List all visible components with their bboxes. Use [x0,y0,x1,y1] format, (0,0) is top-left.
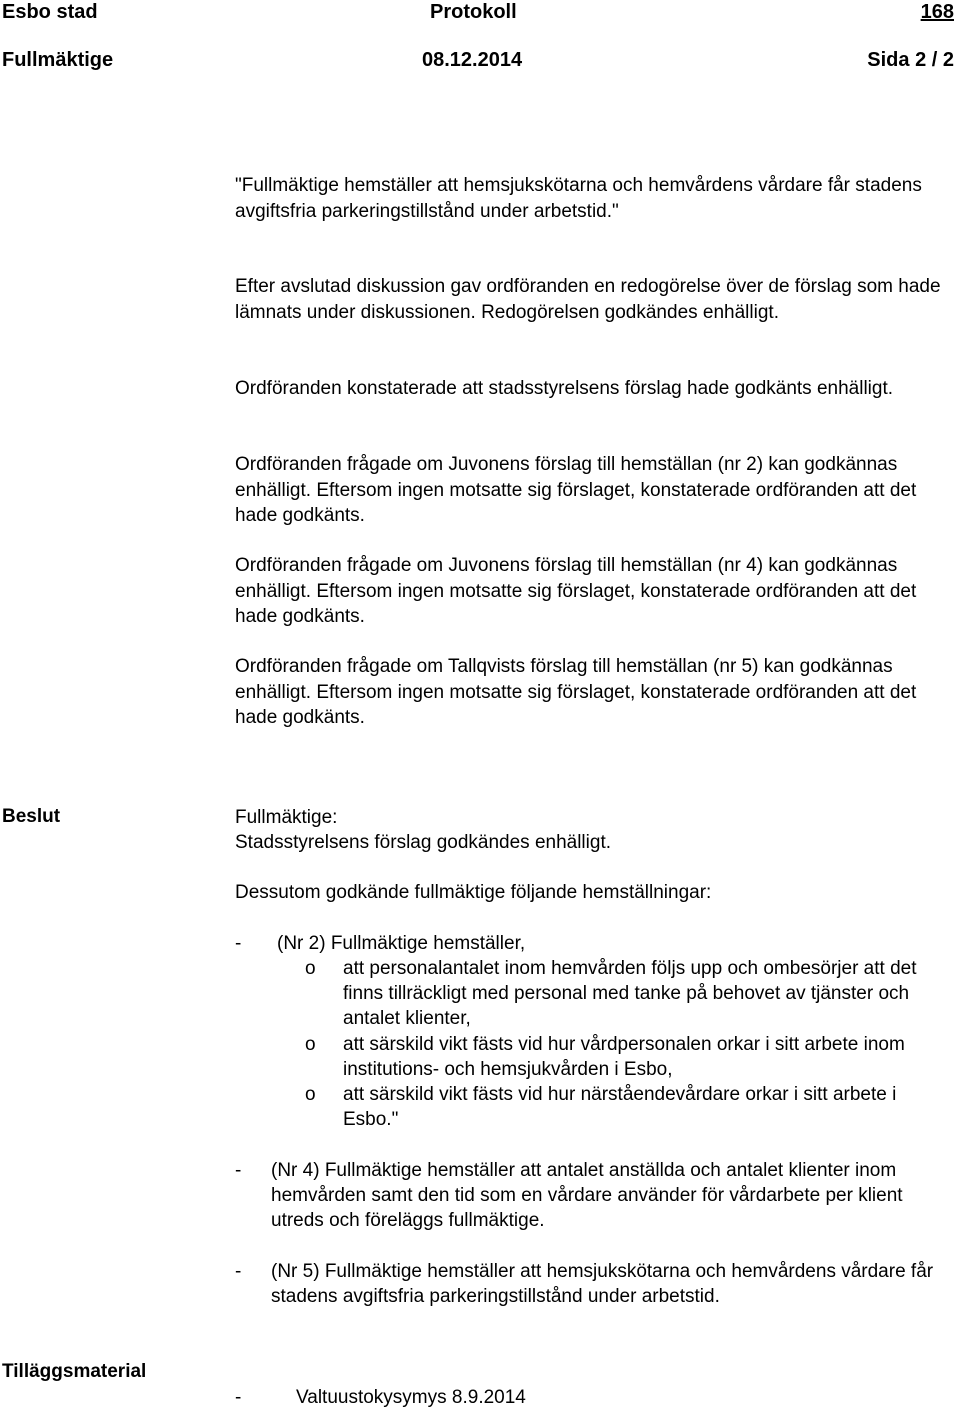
header-page-of: Sida 2 / 2 [867,49,954,71]
header-org: Esbo stad [2,1,98,23]
item2-dash: - [235,1160,242,1181]
item1-sub1: att personalantalet inom hemvården följs upp och ombesörjer att det finns tillräckligt med personal med tanke på behovet av tjänster och antalet klienter, [343,958,917,1029]
header-body: Fullmäktige [2,49,114,71]
item1-sub2-bullet: o [305,1034,316,1055]
beslut-label: Beslut [2,806,61,827]
beslut-line3: Dessutom godkände fullmäktige följande hemställningar: [235,882,712,903]
paragraph-discussion: Efter avslutad diskussion gav ordföranden en redogörelse över de förslag som hade lämnats under diskussionen. Redogörelsen godkändes enhälligt. [235,276,941,323]
paragraph-quote: "Fullmäktige hemställer att hemsjukskötarna och hemvårdens vårdare får stadens avgiftsfria parkeringstillstånd under arbetstid." [235,175,922,222]
tillagg-item: Valtuustokysymys 8.9.2014 [296,1387,526,1408]
beslut-line2: Stadsstyrelsens förslag godkändes enhälligt. [235,832,612,853]
header-date: 08.12.2014 [422,49,523,71]
tillagg-label: Tilläggsmaterial [2,1361,147,1382]
item3-dash: - [235,1261,242,1282]
item1-sub2: att särskild vikt fästs vid hur vårdpersonalen orkar i sitt arbete inom institutions- och hemsjukvården i Esbo, [343,1034,905,1080]
header-page-number: 168 [920,1,954,23]
item1-dash: - [235,933,242,954]
paragraph-proposal-nr5: Ordföranden frågade om Tallqvists förslag till hemställan (nr 5) kan godkännas enhälligt. Eftersom ingen motsatte sig förslaget, konstaterade ordföranden att det hade godkänts. [235,656,917,728]
item1-sub3-bullet: o [305,1084,316,1105]
tillagg-dash: - [235,1387,242,1408]
item2-text: (Nr 4) Fullmäktige hemställer att antalet anställda och antalet klienter inom hemvården samt den tid som en vårdare använder för vårdarbete per klient utreds och föreläggs fullmäktige. [271,1160,903,1231]
item1-sub1-bullet: o [305,958,316,979]
beslut-line1: Fullmäktige: [235,807,338,828]
item1-intro: (Nr 2) Fullmäktige hemställer, [277,933,526,954]
header-doc-type: Protokoll [430,1,517,23]
item3-text: (Nr 5) Fullmäktige hemställer att hemsjukskötarna och hemvårdens vårdare får stadens avgiftsfria parkeringstillstånd under arbetstid. [271,1261,934,1307]
item1-sub3: att särskild vikt fästs vid hur närståendevårdare orkar i sitt arbete i Esbo." [343,1084,897,1130]
paragraph-board-proposal: Ordföranden konstaterade att stadsstyrelsens förslag hade godkänts enhälligt. [235,378,894,399]
paragraph-proposal-nr2: Ordföranden frågade om Juvonens förslag till hemställan (nr 2) kan godkännas enhälligt. Eftersom ingen motsatte sig förslaget, konstaterade ordföranden att det hade godkänts. [235,454,917,526]
paragraph-proposal-nr4: Ordföranden frågade om Juvonens förslag till hemställan (nr 4) kan godkännas enhälligt. Eftersom ingen motsatte sig förslaget, konstaterade ordföranden att det hade godkänts. [235,555,917,627]
